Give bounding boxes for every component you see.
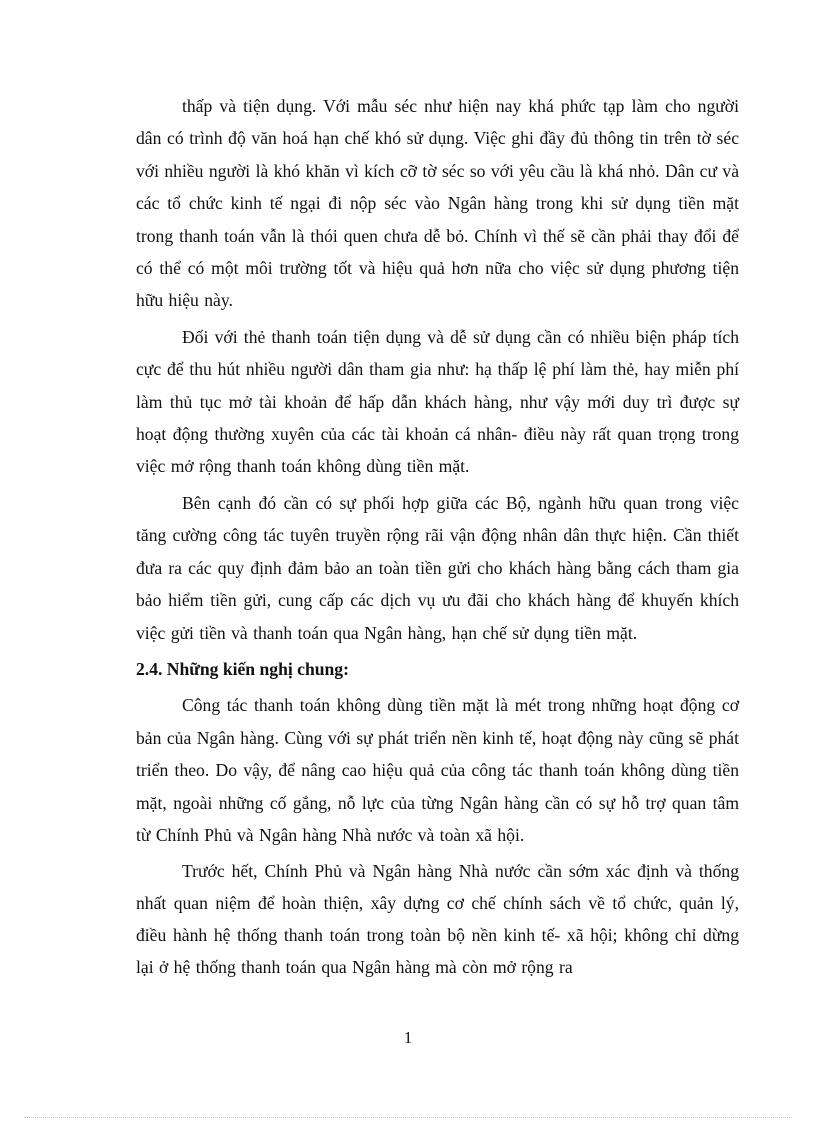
paragraph-coordination: Bên cạnh đó cần có sự phối hợp giữa các Bộ, ngành hữu quan trong việc tăng cường công tác tuyên truyền rộng rãi vận động nhân dân thực hiện. Cần thiết đưa ra các quy định đảm bảo an toàn tiền gửi cho khách hàng bằng cách tham gia bảo hiểm tiền gửi, cung cấp các dịch vụ ưu đãi cho khách hàng để khuyến khích việc gửi tiền và thanh toán qua Ngân hàng, hạn chế sử dụng tiền mặt. — [136, 492, 739, 643]
paragraph-payment-card: Đối với thẻ thanh toán tiện dụng và dễ sử dụng cần có nhiều biện pháp tích cực để thu hút nhiều người dân tham gia như: hạ thấp lệ phí làm thẻ, hay miễn phí làm thủ tục mở tài khoản để hấp dẫn khách hàng, như vậy mới duy trì được sự hoạt động thường xuyên của các tài khoản cá nhân- điều này rất quan trọng trong việc mở rộng thanh toán không dùng tiền mặt. — [136, 326, 739, 477]
paragraph-cheque-usage: thấp và tiện dụng. Với mẫu séc như hiện nay khá phức tạp làm cho người dân có trình độ văn hoá hạn chế khó sử dụng. Việc ghi đầy đủ thông tin trên tờ séc với nhiều người là khó khăn vì kích cỡ tờ séc so với yêu cầu là khá nhỏ. Dân cư và các tổ chức kinh tế ngại đi nộp séc vào Ngân hàng trong khi sử dụng tiền mặt trong thanh toán vẫn là thói quen chưa dễ bỏ. Chính vì thế sẽ cần phải thay đổi để có thể có một môi trường tốt và hiệu quả hơn nữa cho việc sử dụng phương tiện hữu hiệu này. — [136, 96, 739, 311]
page-number: 1 — [403, 1028, 413, 1047]
paragraph-government-policy: Trước hết, Chính Phủ và Ngân hàng Nhà nước cần sớm xác định và thống nhất quan niệm để hoàn thiện, xây dựng cơ chế chính sách về tổ chức, quản lý, điều hành hệ thống thanh toán trong toàn bộ nền kinh tế- xã hội; không chỉ dừng lại ở hệ thống thanh toán qua Ngân hàng mà còn mở rộng ra — [136, 861, 739, 978]
page-bottom-divider — [24, 1117, 792, 1118]
paragraph-general-recommendation: Công tác thanh toán không dùng tiền mặt là mét trong những hoạt động cơ bản của Ngân hàng. Cùng với sự phát triển nền kinh tế, hoạt động này cũng sẽ phát triển theo. Do vậy, để nâng cao hiệu quả của công tác thanh toán không dùng tiền mặt, ngoài những cố gắng, nỗ lực của từng Ngân hàng cần có sự hỗ trợ quan tâm từ Chính Phủ và Ngân hàng Nhà nước và toàn xã hội. — [136, 695, 739, 845]
section-heading: 2.4. Những kiến nghị chung: — [136, 658, 349, 679]
document-body — [136, 90, 739, 987]
